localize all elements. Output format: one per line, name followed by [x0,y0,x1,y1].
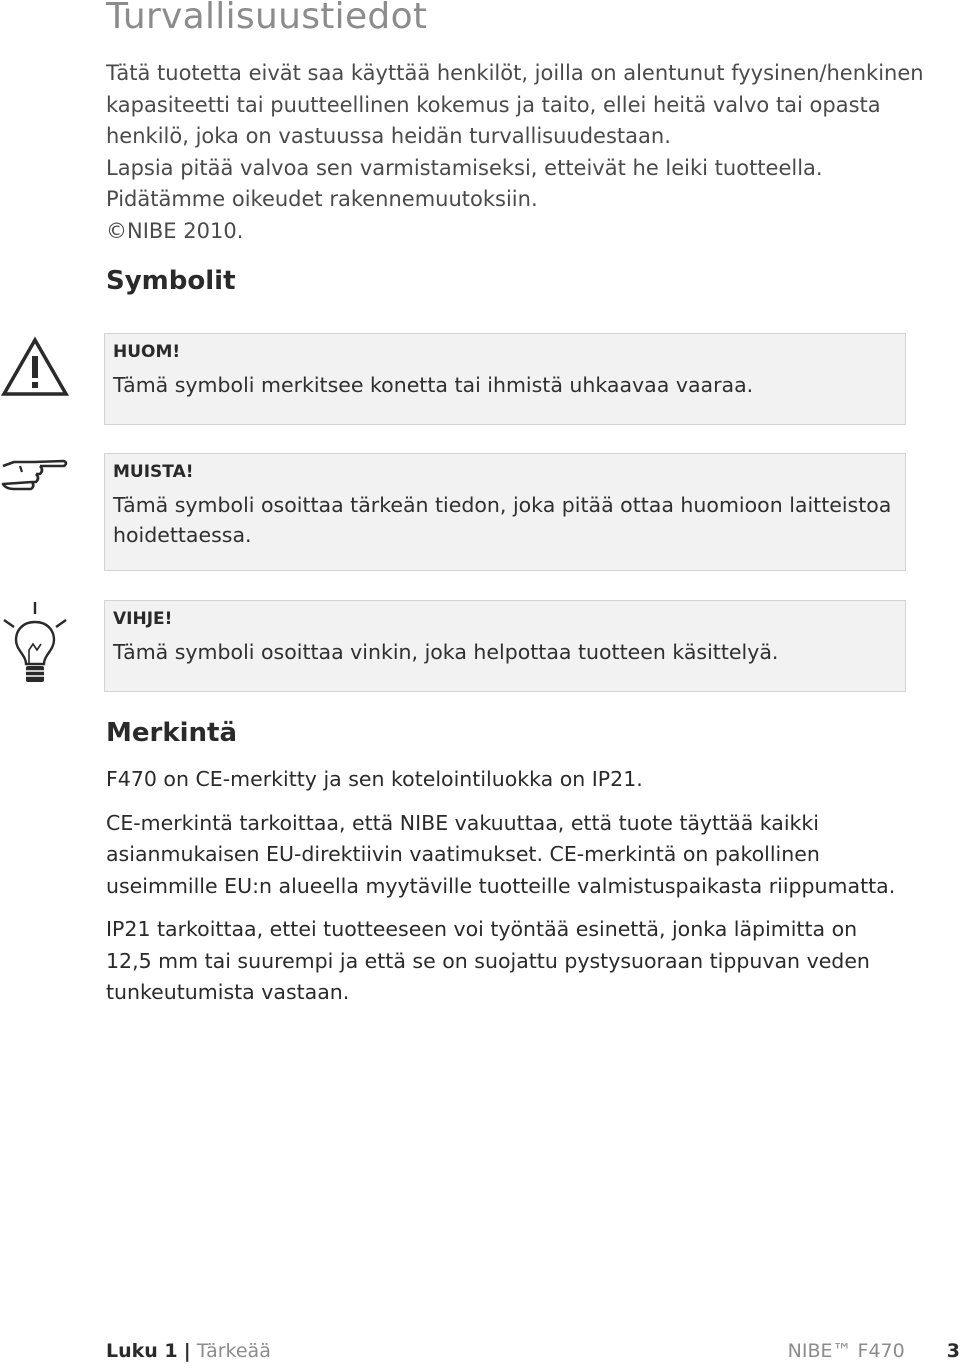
tip-note-box [104,600,906,692]
warning-note-box [104,333,906,425]
footer-product-name: NIBE™ F470 [787,1340,905,1362]
marking-paragraph: F470 on CE-merkitty ja sen kotelointiluokka on IP21. [106,767,643,791]
intro-text [106,58,926,247]
page-number: 3 [946,1340,960,1362]
footer-product [788,1340,960,1362]
intro-children-notice: Lapsia pitää valvoa sen varmistamiseksi, etteivät he leiki tuotteella. [106,155,823,180]
footer-separator: | [183,1340,191,1362]
page-title: Turvallisuustiedot [106,0,428,37]
intro-rights-notice: Pidätämme oikeudet rakennemuutoksiin. [106,187,538,211]
warning-triangle-icon [0,336,70,398]
marking-heading: Merkintä [106,718,238,748]
marking-paragraph: CE-merkintä tarkoittaa, että NIBE vakuuttaa, että tuote täyttää kaikki asianmukaisen EU-direktiivin vaatimukset. CE-merkintä on pakollinen useimmille EU:n alueella myytäville tuotteille valmistuspaikasta riippumatta. [106,810,896,898]
remember-note-text: Tämä symboli osoittaa tärkeän tiedon, joka pitää ottaa huomioon laitteistoa hoidettaessa. [113,493,892,547]
lightbulb-icon [0,600,70,688]
intro-paragraph: Tätä tuotetta eivät saa käyttää henkilöt, joilla on alentunut fyysinen/henkinen kapasiteetti tai puutteellinen kokemus ja taito, ellei heitä valvo tai opasta henkilö, joka on vastuussa heidän turvallisuudestaan. [106,61,924,148]
footer-section-name: Tärkeää [196,1340,271,1362]
tip-note-label: VIHJE! [113,609,173,629]
copyright: ©NIBE 2010. [106,218,244,243]
footer-chapter [106,1340,271,1362]
marking-paragraph: IP21 tarkoittaa, ettei tuotteeseen voi työntää esinettä, jonka läpimitta on 12,5 mm tai suurempi ja että se on suojattu pystysuoraan tippuvan veden tunkeutumista vastaan. [106,917,870,1004]
warning-note-label: HUOM! [113,342,181,362]
remember-note-label: MUISTA! [113,462,194,482]
symbols-heading: Symbolit [106,266,236,296]
warning-note-text: Tämä symboli merkitsee konetta tai ihmistä uhkaavaa vaaraa. [113,373,754,397]
tip-note-text: Tämä symboli osoittaa vinkin, joka helpottaa tuotteen käsittelyä. [113,640,779,664]
remember-note-box [104,453,906,571]
footer-chapter-number: Luku 1 [106,1340,178,1362]
marking-text [106,764,908,1021]
pointing-hand-icon [0,452,70,496]
